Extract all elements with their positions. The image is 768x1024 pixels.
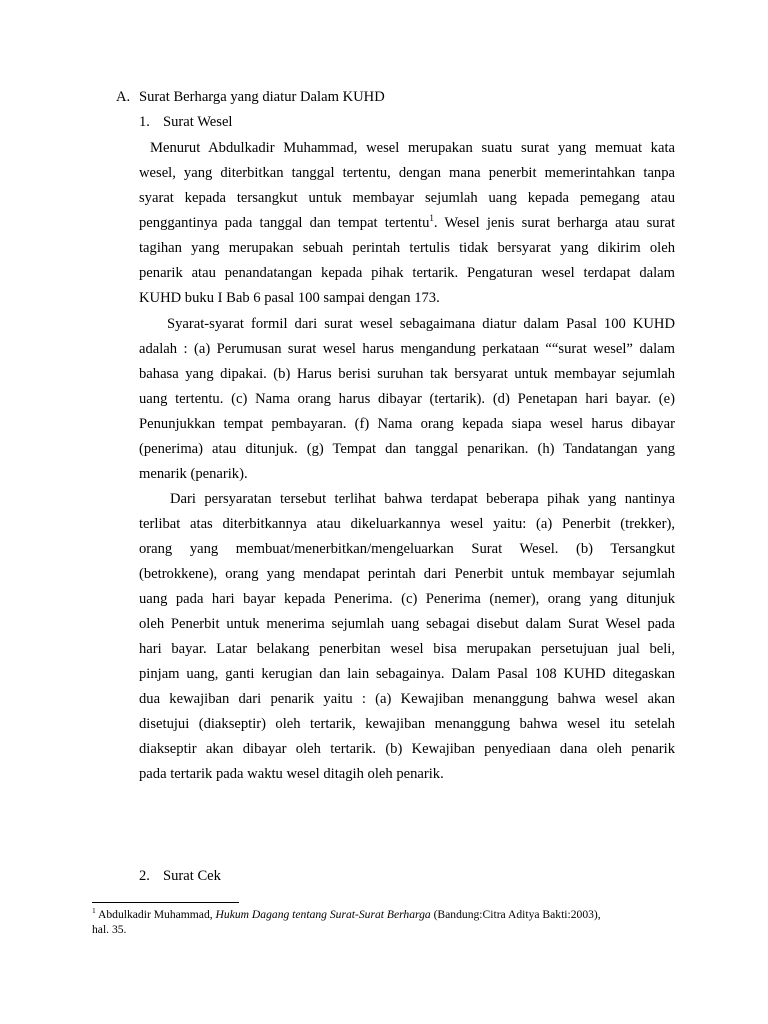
paragraph-3-line: uang pada hari bayar kepada Penerima. (c) Penerima (nemer), orang yang ditunjuk xyxy=(139,591,675,607)
section-a-marker: A. xyxy=(116,89,131,105)
paragraph-3-line: (betrokkene), orang yang mendapat perintah dari Penerbit untuk membayar sejumlah xyxy=(139,566,675,582)
paragraph-2-line: (penerima) atau ditunjuk. (g) Tempat dan tanggal penarikan. (h) Tandatangan yang xyxy=(139,441,675,457)
paragraph-2-line: bahasa yang dipakai. (b) Harus berisi suruhan tak bersyarat untuk membayar sejumlah xyxy=(139,366,675,382)
paragraph-3-line: dua kewajiban dari penarik yaitu : (a) Kewajiban menanggung bahwa wesel akan xyxy=(139,691,675,707)
paragraph-1-line: syarat kepada tersangkut untuk membayar sejumlah uang kepada pemegang atau xyxy=(139,190,675,206)
paragraph-2-line: uang tertentu. (c) Nama orang harus dibayar (tertarik). (d) Penetapan hari bayar. (e) xyxy=(139,391,675,407)
paragraph-3-line: disetujui (diakseptir) oleh tertarik, kewajiban menanggung bahwa wesel itu setelah xyxy=(139,716,675,732)
paragraph-1-line-text: penggantinya pada tanggal dan tempat tertentu xyxy=(139,215,430,231)
paragraph-2-line: Penunjukkan tempat pembayaran. (f) Nama orang kepada siapa wesel harus dibayar xyxy=(139,416,675,432)
section-a-title: Surat Berharga yang diatur Dalam KUHD xyxy=(139,89,385,105)
paragraph-3-line: pada tertarik pada waktu wesel ditagih oleh penarik. xyxy=(139,766,444,782)
paragraph-1-line: KUHD buku I Bab 6 pasal 100 sampai dengan 173. xyxy=(139,290,440,306)
paragraph-1-line: Menurut Abdulkadir Muhammad, wesel merupakan suatu surat yang memuat kata xyxy=(150,140,675,156)
footnote-separator xyxy=(92,902,239,903)
item-1-title: Surat Wesel xyxy=(163,114,233,130)
footnote-reference[interactable]: 1 xyxy=(429,213,434,224)
paragraph-2-line: adalah : (a) Perumusan surat wesel harus mengandung perkataan ““surat wesel” dalam xyxy=(139,341,675,357)
paragraph-3-line: terlibat atas diterbitkannya atau dikeluarkannya wesel yaitu: (a) Penerbit (trekker), xyxy=(139,516,675,532)
paragraph-1-line: penarik atau penandatangan kepada pihak tertarik. Pengaturan wesel terdapat dalam xyxy=(139,265,675,281)
paragraph-3-line: oleh Penerbit untuk menerima sejumlah uang sebagai disebut dalam Surat Wesel pada xyxy=(139,616,675,632)
paragraph-3-line: Dari persyaratan tersebut terlihat bahwa terdapat beberapa pihak yang nantinya xyxy=(170,491,675,507)
paragraph-3-line: hari bayar. Latar belakang penerbitan wesel bisa merupakan persetujuan jual beli, xyxy=(139,641,675,657)
paragraph-1-line: tagihan yang merupakan sebuah perintah tertulis tidak bersyarat yang dikirim oleh xyxy=(139,240,675,256)
paragraph-3-line: diakseptir akan dibayar oleh tertarik. (b) Kewajiban penyediaan dana oleh penarik xyxy=(139,741,675,757)
item-1-marker: 1. xyxy=(139,114,150,130)
item-2-marker: 2. xyxy=(139,868,150,884)
paragraph-1-line: wesel, yang diterbitkan tanggal tertentu, dengan mana penerbit memerintahkan tanpa xyxy=(139,165,675,181)
paragraph-1-line-with-footnote xyxy=(139,213,675,233)
paragraph-2-line: Syarat-syarat formil dari surat wesel sebagaimana diatur dalam Pasal 100 KUHD xyxy=(167,316,675,332)
item-2-title: Surat Cek xyxy=(163,868,221,884)
footnote-number: 1 xyxy=(92,906,96,916)
paragraph-3-line: pinjam uang, ganti kerugian dan lain sebagainya. Dalam Pasal 108 KUHD ditegaskan xyxy=(139,666,675,682)
footnote-book-title: Hukum Dagang tentang Surat-Surat Berharga xyxy=(215,908,431,921)
paragraph-2-line: menarik (penarik). xyxy=(139,466,248,482)
footnote-publisher: (Bandung:Citra Aditya Bakti:2003), xyxy=(430,908,601,921)
paragraph-3-line: orang yang membuat/menerbitkan/mengeluarkan Surat Wesel. (b) Tersangkut xyxy=(139,541,675,557)
footnote-pages: hal. 35. xyxy=(92,923,127,936)
footnote xyxy=(92,907,682,922)
paragraph-1-line-text-continued: . Wesel jenis surat berharga atau surat xyxy=(433,215,675,231)
footnote-author: Abdulkadir Muhammad, xyxy=(95,908,216,921)
